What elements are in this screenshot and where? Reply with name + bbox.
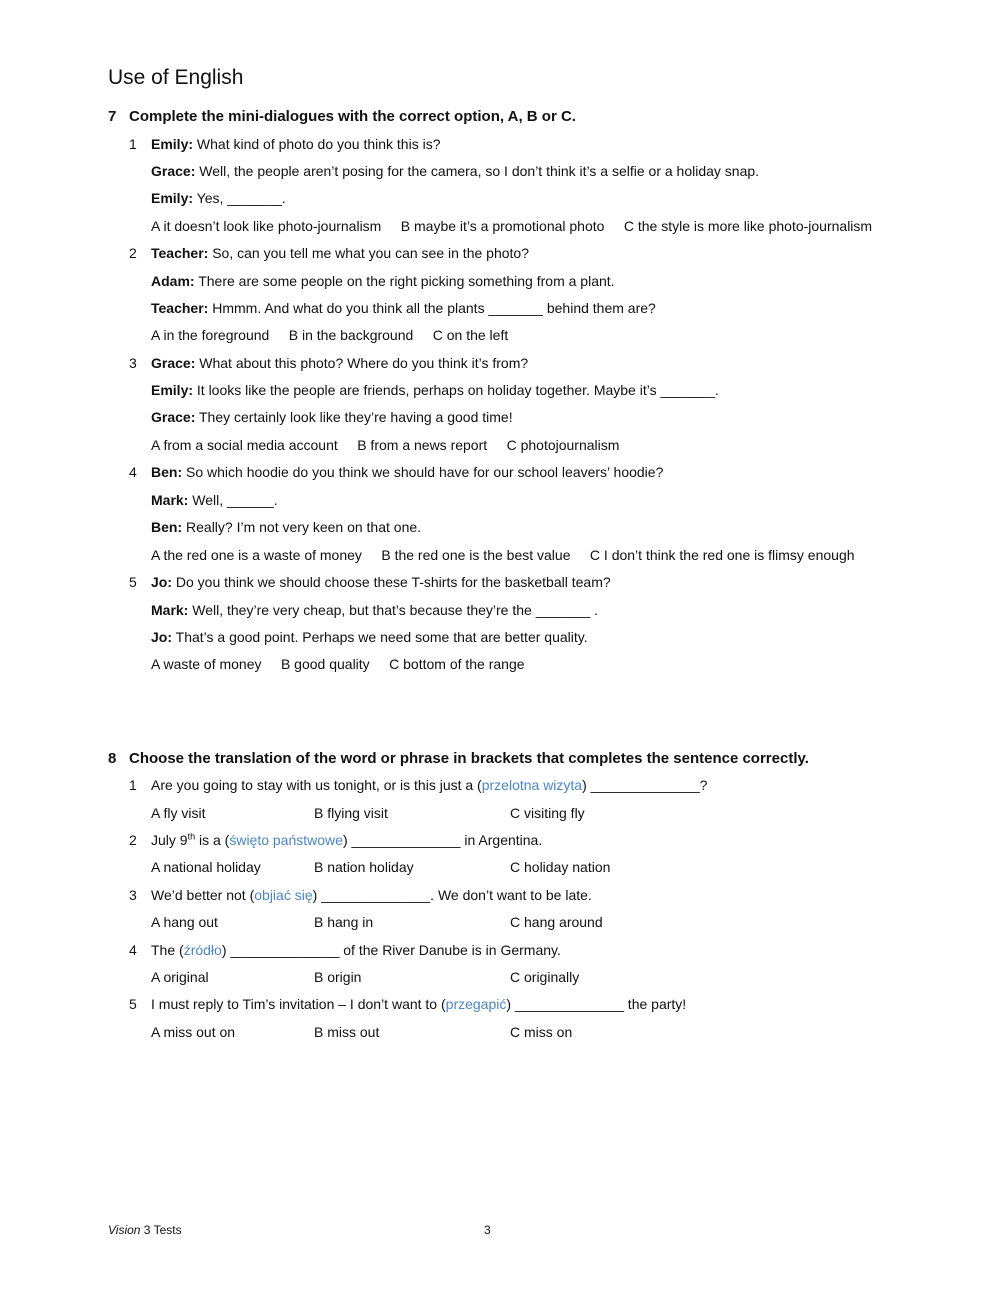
ex8-option-a: A hang out — [151, 914, 218, 930]
ex7-dialogue-line: Jo: Do you think we should choose these T-shirts for the basketball team? — [151, 574, 611, 590]
ex8-option-b: B nation holiday — [314, 859, 414, 875]
ex7-dialogue-line: Jo: That’s a good point. Perhaps we need some that are better quality. — [151, 629, 588, 645]
ex7-dialogue-line: Emily: What kind of photo do you think this is? — [151, 136, 441, 152]
ex7-dialogue-line: Mark: Well, they’re very cheap, but that’s because they’re the _______ . — [151, 602, 598, 618]
ex8-option-a: A national holiday — [151, 859, 261, 875]
ex7-item-number: 2 — [129, 245, 137, 261]
page-title: Use of English — [108, 66, 244, 89]
ex7-dialogue-line: Ben: So which hoodie do you think we should have for our school leavers’ hoodie? — [151, 464, 664, 480]
ex8-item-number: 2 — [129, 832, 137, 848]
page-number: 3 — [484, 1223, 491, 1237]
ex7-dialogue-line: Emily: Yes, _______. — [151, 190, 286, 206]
ex7-options: A in the foreground B in the background C on the left — [151, 327, 509, 343]
ex8-item-number: 3 — [129, 887, 137, 903]
ex7-item-number: 5 — [129, 574, 137, 590]
ex7-options: A the red one is a waste of money B the red one is the best value C I don’t think the red one is flimsy enough — [151, 547, 855, 563]
ex7-item-number: 1 — [129, 136, 137, 152]
ex7-dialogue-line: Emily: It looks like the people are friends, perhaps on holiday together. Maybe it’s _______. — [151, 382, 719, 398]
ex8-item-number: 1 — [129, 777, 137, 793]
ex7-dialogue-line: Ben: Really? I’m not very keen on that one. — [151, 519, 422, 535]
ex7-dialogue-line: Grace: Well, the people aren’t posing for the camera, so I don’t think it’s a selfie or a holiday snap. — [151, 163, 760, 179]
ex8-option-a: A original — [151, 969, 209, 985]
exercise-7-instruction: Complete the mini-dialogues with the correct option, A, B or C. — [129, 108, 576, 125]
ex8-option-c: C visiting fly — [510, 805, 585, 821]
polish-phrase: objiać się — [254, 887, 313, 903]
ex8-sentence: The (źródło) ______________ of the River Danube is in Germany. — [151, 942, 561, 958]
ex7-item-number: 4 — [129, 464, 137, 480]
ex8-option-c: C holiday nation — [510, 859, 611, 875]
ex7-dialogue-line: Mark: Well, ______. — [151, 492, 278, 508]
exercise-7-number: 7 — [108, 108, 117, 125]
ex7-options: A it doesn’t look like photo-journalism B maybe it’s a promotional photo C the style is more like photo-journalism — [151, 218, 873, 234]
polish-phrase: źródło — [183, 942, 222, 958]
ex8-option-a: A miss out on — [151, 1024, 236, 1040]
exercise-8-number: 8 — [108, 750, 117, 767]
ex8-sentence: We’d better not (objiać się) ______________. We don’t want to be late. — [151, 887, 592, 903]
ex8-option-b: B hang in — [314, 914, 374, 930]
exercise-8-instruction: Choose the translation of the word or phrase in brackets that completes the sentence correctly. — [129, 750, 809, 767]
ex8-item-number: 5 — [129, 996, 137, 1012]
footer-book-title: Vision 3 Tests — [108, 1223, 182, 1237]
ex8-option-b: B origin — [314, 969, 362, 985]
ex8-option-c: C originally — [510, 969, 580, 985]
ex7-dialogue-line: Grace: What about this photo? Where do you think it’s from? — [151, 355, 529, 371]
ex8-sentence: Are you going to stay with us tonight, or is this just a (przelotna wizyta) ______________? — [151, 777, 708, 793]
ex7-dialogue-line: Adam: There are some people on the right picking something from a plant. — [151, 273, 615, 289]
ex8-option-b: B miss out — [314, 1024, 380, 1040]
ex8-option-a: A fly visit — [151, 805, 206, 821]
ex8-sentence: July 9th is a (święto państwowe) ______________ in Argentina. — [151, 831, 543, 848]
polish-phrase: święto państwowe — [229, 832, 343, 848]
polish-phrase: przelotna wizyta — [481, 777, 583, 793]
ex7-options: A waste of money B good quality C bottom of the range — [151, 656, 525, 672]
ex7-options: A from a social media account B from a news report C photojournalism — [151, 437, 620, 453]
ex8-option-c: C miss on — [510, 1024, 573, 1040]
polish-phrase: przegapić — [445, 996, 507, 1012]
ex7-item-number: 3 — [129, 355, 137, 371]
ex8-item-number: 4 — [129, 942, 137, 958]
ex8-sentence: I must reply to Tim’s invitation – I don’t want to (przegapić) ______________ the party! — [151, 996, 687, 1012]
ex7-dialogue-line: Teacher: So, can you tell me what you can see in the photo? — [151, 245, 529, 261]
ex7-dialogue-line: Teacher: Hmmm. And what do you think all the plants _______ behind them are? — [151, 300, 656, 316]
ex8-option-c: C hang around — [510, 914, 603, 930]
ex7-dialogue-line: Grace: They certainly look like they’re having a good time! — [151, 409, 513, 425]
ex8-option-b: B flying visit — [314, 805, 388, 821]
